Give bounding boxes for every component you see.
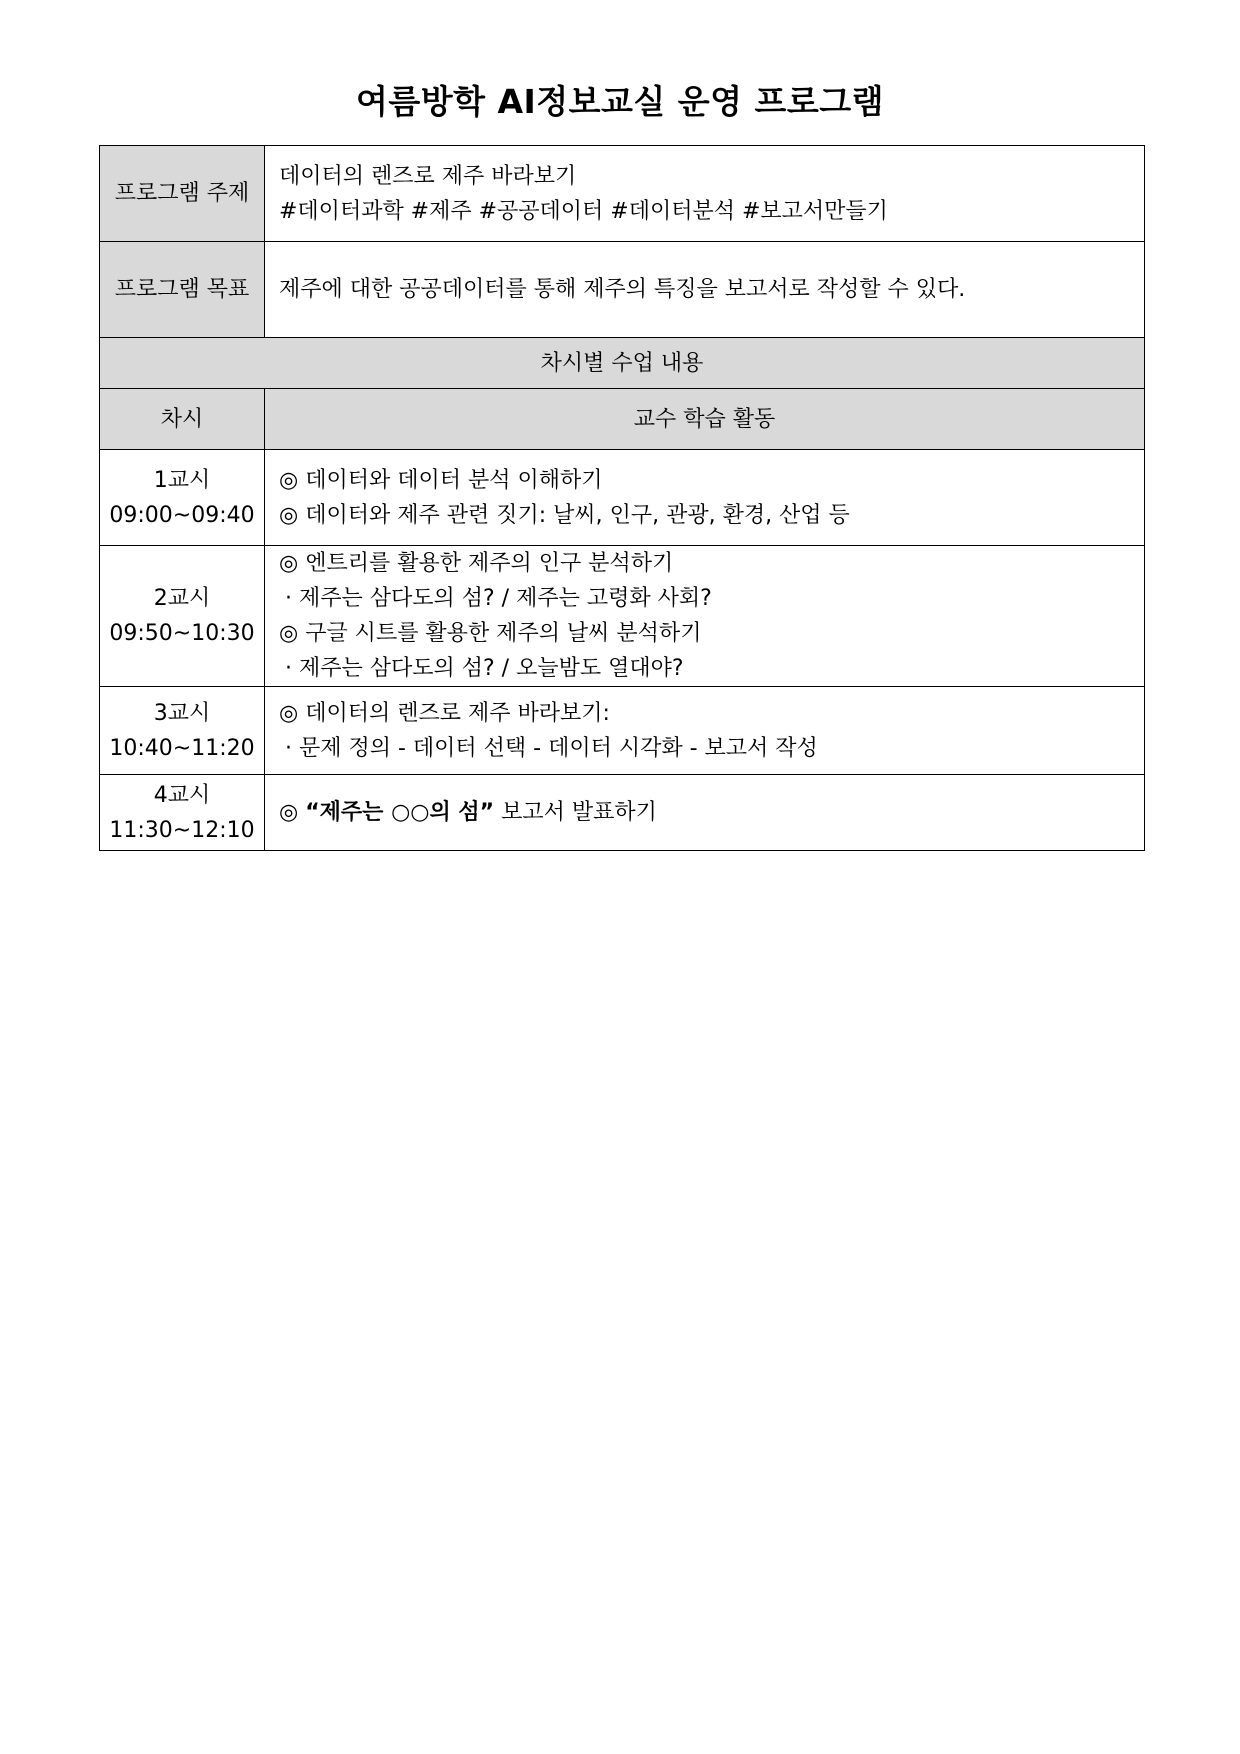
period-time: 10:40~11:20 bbox=[109, 735, 255, 761]
period-name: 4교시 bbox=[153, 782, 211, 808]
activity-line: ◎ 데이터의 렌즈로 제주 바라보기: bbox=[279, 700, 610, 726]
activity-cell bbox=[265, 546, 1145, 687]
goal-row bbox=[100, 242, 1145, 338]
activity-suffix: 보고서 발표하기 bbox=[494, 800, 657, 825]
period-cell bbox=[100, 687, 265, 775]
period-time: 09:00~09:40 bbox=[109, 502, 255, 528]
activity-bullet: ◎ bbox=[279, 800, 306, 825]
period-cell bbox=[100, 546, 265, 687]
activity-line: ◎ 데이터와 제주 관련 짓기: 날씨, 인구, 관광, 환경, 산업 등 bbox=[279, 502, 850, 528]
activity-subline: · 제주는 삼다도의 섬? / 제주는 고령화 사회? bbox=[285, 586, 712, 611]
period-name: 3교시 bbox=[153, 700, 211, 726]
period-cell bbox=[100, 450, 265, 546]
presentation-title: “제주는 ○○의 섬” bbox=[305, 800, 495, 825]
topic-label: 프로그램 주제 bbox=[100, 146, 265, 242]
period-row-4 bbox=[100, 775, 1145, 851]
activity-line: ◎ 엔트리를 활용한 제주의 인구 분석하기 bbox=[279, 551, 674, 576]
period-time: 09:50~10:30 bbox=[109, 621, 255, 646]
goal-text: 제주에 대한 공공데이터를 통해 제주의 특징을 보고서로 작성할 수 있다. bbox=[265, 242, 1145, 338]
activity-column-header: 교수 학습 활동 bbox=[265, 389, 1145, 450]
activity-subline: · 제주는 삼다도의 섬? / 오늘밤도 열대야? bbox=[285, 656, 684, 681]
goal-label: 프로그램 목표 bbox=[100, 242, 265, 338]
period-time: 11:30~12:10 bbox=[109, 817, 255, 843]
topic-hashtags: #데이터과학 #제주 #공공데이터 #데이터분석 #보고서만들기 bbox=[279, 198, 888, 224]
activity-cell bbox=[265, 775, 1145, 851]
period-name: 1교시 bbox=[153, 467, 211, 493]
schedule-section-row bbox=[100, 338, 1145, 389]
activity-line: ◎ 데이터와 데이터 분석 이해하기 bbox=[279, 467, 603, 493]
activity-cell bbox=[265, 450, 1145, 546]
period-column-header: 차시 bbox=[100, 389, 265, 450]
period-row-1 bbox=[100, 450, 1145, 546]
topic-line: 데이터의 렌즈로 제주 바라보기 bbox=[279, 163, 577, 189]
topic-content bbox=[265, 146, 1145, 242]
schedule-section-title: 차시별 수업 내용 bbox=[100, 338, 1145, 389]
period-name: 2교시 bbox=[153, 586, 211, 611]
activity-line: ◎ 구글 시트를 활용한 제주의 날씨 분석하기 bbox=[279, 621, 702, 646]
period-row-3 bbox=[100, 687, 1145, 775]
period-row-2 bbox=[100, 546, 1145, 687]
document-title: 여름방학 AI정보교실 운영 프로그램 bbox=[355, 82, 885, 121]
program-table bbox=[99, 145, 1145, 851]
activity-subline: · 문제 정의 - 데이터 선택 - 데이터 시각화 - 보고서 작성 bbox=[285, 735, 818, 761]
topic-row bbox=[100, 146, 1145, 242]
period-cell bbox=[100, 775, 265, 851]
schedule-header-row bbox=[100, 389, 1145, 450]
activity-cell bbox=[265, 687, 1145, 775]
